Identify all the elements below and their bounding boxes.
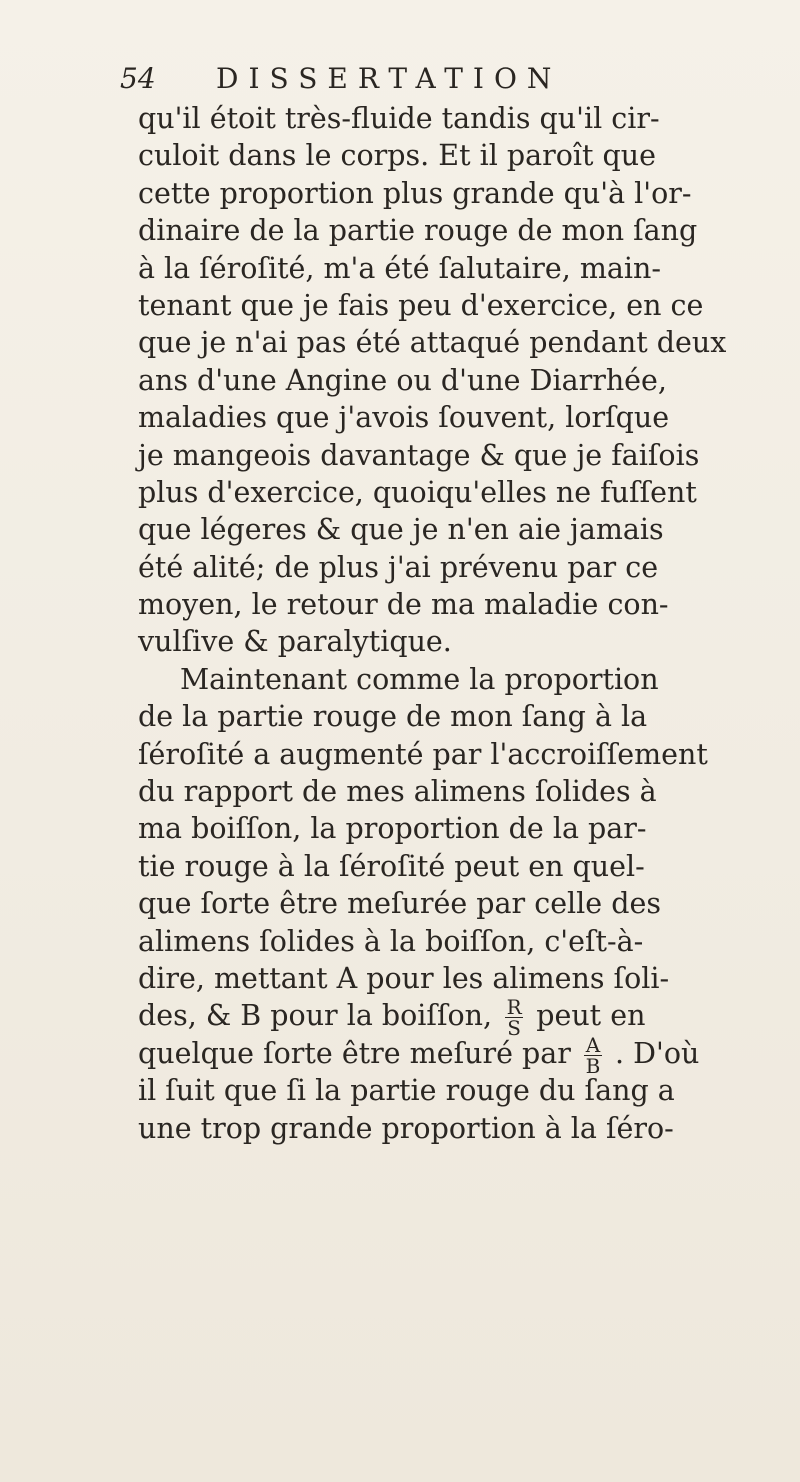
- text-line: que légeres & que je n'en aie jamais: [138, 513, 664, 547]
- fraction-denominator: S: [507, 1016, 521, 1041]
- fraction-line-text-after: peut en: [536, 999, 646, 1033]
- paragraph-start-line: Maintenant comme la proportion: [180, 662, 659, 696]
- body-text: [138, 100, 778, 1147]
- fraction-line-text-after: . D'où: [615, 1036, 700, 1070]
- text-line: de la partie rouge de mon ſang à la: [138, 700, 648, 734]
- text-line: été alité; de plus j'ai prévenu par ce: [138, 550, 659, 584]
- text-line: ma boiſſon, la proportion de la par-: [138, 812, 647, 846]
- running-title: DISSERTATION: [216, 62, 562, 95]
- fraction-denominator: B: [585, 1053, 601, 1078]
- text-line: dinaire de la partie rouge de mon ſang: [138, 214, 698, 248]
- fraction-a-over-b: [584, 1032, 602, 1078]
- text-line: ſéroſité a augmenté par l'accroiſſement: [138, 737, 708, 771]
- text-line: maladies que j'avois ſouvent, lorſque: [138, 401, 670, 435]
- text-line: je mangeois davantage & que je faiſois: [138, 438, 700, 472]
- fraction-numerator: A: [585, 1032, 601, 1057]
- fraction-line-text-before: des, & B pour la boiſſon,: [138, 999, 493, 1033]
- text-line: du rapport de mes alimens ſolides à: [138, 775, 657, 809]
- text-line: tie rouge à la ſéroſité peut en quel-: [138, 849, 645, 883]
- text-line: ans d'une Angine ou d'une Diarrhée,: [138, 363, 667, 397]
- text-line: une trop grande proportion à la ſéro-: [138, 1111, 674, 1145]
- text-line: alimens ſolides à la boiſſon, c'eſt-à-: [138, 924, 644, 958]
- fraction-numerator: R: [506, 995, 522, 1020]
- text-line: culoit dans le corps. Et il paroît que: [138, 139, 656, 173]
- text-line: qu'il étoit très-fluide tandis qu'il cir-: [138, 102, 660, 135]
- text-line: que je n'ai pas été attaqué pendant deux: [138, 326, 727, 360]
- text-line: cette proportion plus grande qu'à l'or-: [138, 176, 692, 210]
- text-line: plus d'exercice, quoiqu'elles ne fuſſent: [138, 475, 697, 509]
- text-line: dire, mettant A pour les alimens ſoli-: [138, 961, 670, 995]
- text-line: que ſorte être meſurée par celle des: [138, 887, 661, 921]
- page-number: 54: [120, 62, 156, 95]
- text-line: à la ſéroſité, m'a été ſalutaire, main-: [138, 251, 661, 285]
- text-line: il ſuit que ſi la partie rouge du ſang a: [138, 1074, 675, 1108]
- text-line: moyen, le retour de ma maladie con-: [138, 588, 669, 622]
- fraction-line-rs: [138, 995, 778, 1041]
- text-line: vulſive & paralytique.: [138, 625, 452, 659]
- text-line: tenant que je fais peu d'exercice, en ce: [138, 288, 704, 322]
- page-header: [120, 62, 680, 102]
- fraction-line-text-before: quelque ſorte être meſuré par: [138, 1036, 571, 1070]
- fraction-line-ab: [138, 1032, 778, 1078]
- fraction-r-over-s: [505, 995, 523, 1041]
